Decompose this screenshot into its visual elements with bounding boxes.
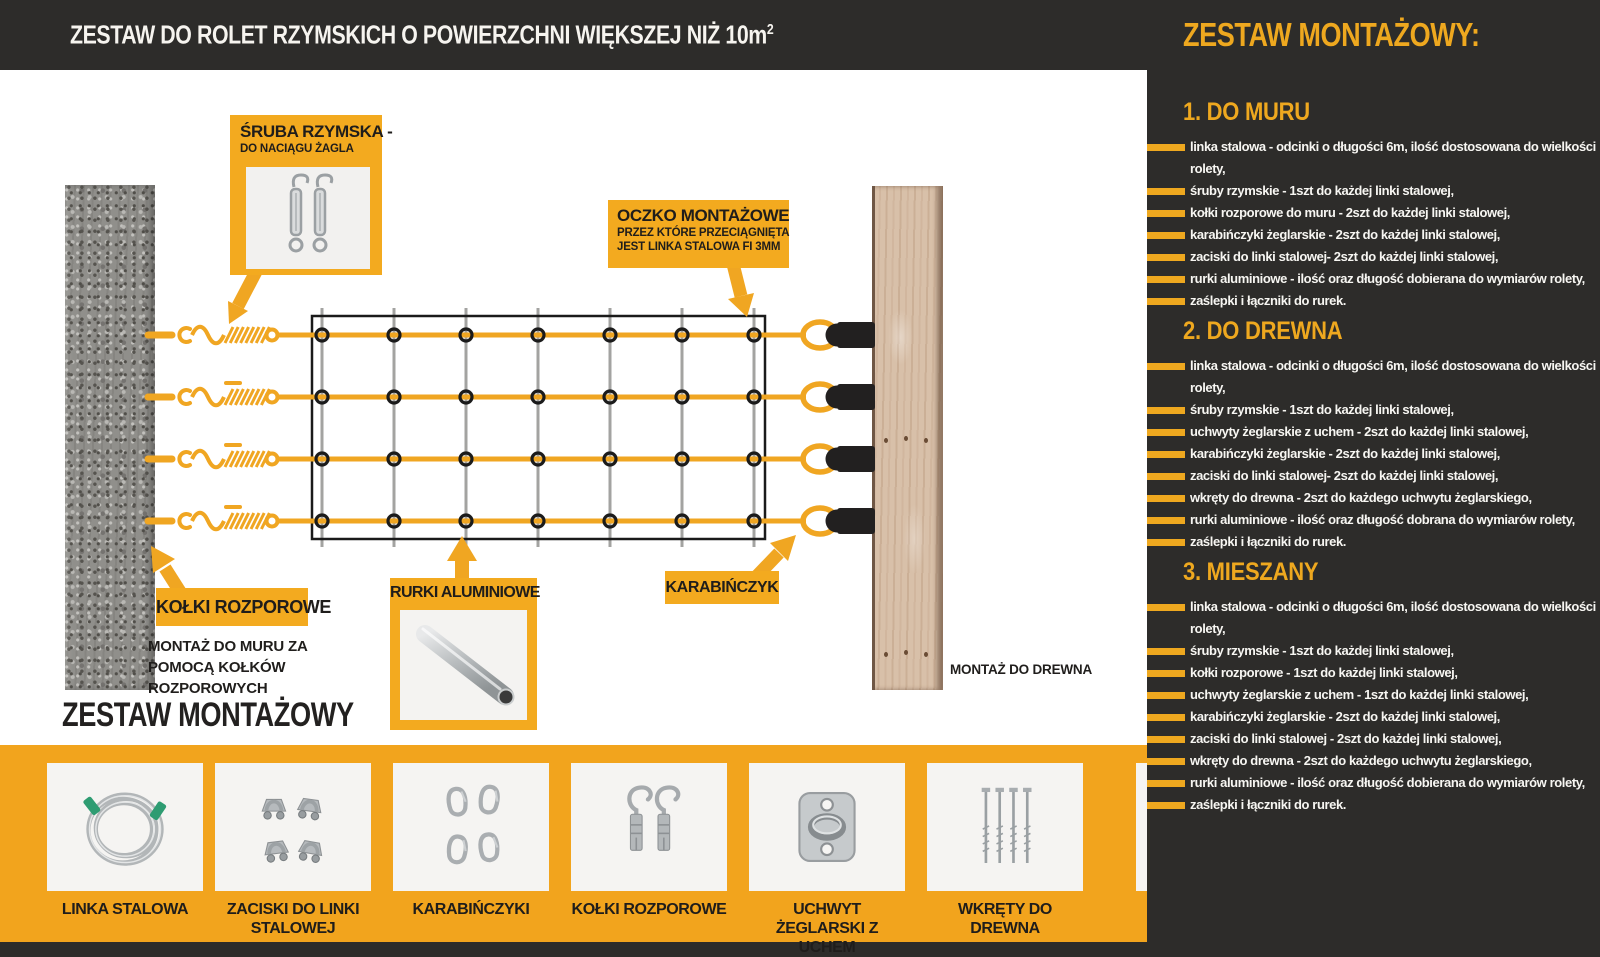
bullet-bar-icon	[1147, 407, 1185, 414]
sidebar-item-text: linka stalowa - odcinki o długości 6m, ilość dostosowana do wielkości rolety,	[1190, 139, 1596, 176]
label-rurki-aluminiowe	[390, 578, 540, 730]
product-photo	[571, 763, 727, 891]
sidebar-list-item	[1147, 246, 1600, 268]
bullet-bar-icon	[1147, 736, 1185, 743]
bullet-bar-icon	[1147, 670, 1185, 677]
bullet-bar-icon	[1147, 429, 1185, 436]
sidebar-list-item	[1147, 794, 1600, 816]
bullet-bar-icon	[1147, 276, 1185, 283]
label-oczko-line1: OCZKO MONTAŻOWE	[617, 206, 790, 225]
sidebar-list-item	[1147, 136, 1600, 180]
sidebar-item-text: śruby rzymskie - 1szt do każdej linki stalowej,	[1190, 643, 1454, 658]
bullet-bar-icon	[1147, 232, 1185, 239]
bullet-bar-icon	[1147, 144, 1185, 151]
sidebar-item-text: karabińczyki żeglarskie - 2szt do każdej linki stalowej,	[1190, 446, 1500, 461]
wood-bracket-icon	[837, 446, 875, 472]
note-montaz-do-muru: MONTAŻ DO MURU ZA POMOCĄ KOŁKÓW ROZPOROWYCH	[148, 638, 308, 697]
product-photo	[927, 763, 1083, 891]
sidebar-item-text: zaciski do linki stalowej- 2szt do każdej linki stalowej,	[1190, 468, 1499, 483]
sidebar-section-mieszany	[1147, 558, 1600, 816]
sidebar-item-text: zaślepki i łączniki do rurek.	[1190, 797, 1347, 812]
product-card-uchwyt	[749, 763, 905, 957]
bullet-bar-icon	[1147, 298, 1185, 305]
product-label: KARABIŃCZYKI	[412, 901, 530, 918]
screw	[1023, 788, 1031, 863]
bullet-bar-icon	[1147, 495, 1185, 502]
wood-screws-icon	[940, 774, 1070, 880]
sidebar-item-text: karabińczyki żeglarskie - 2szt do każdej linki stalowej,	[1190, 227, 1500, 242]
product-photo	[749, 763, 905, 891]
bullet-bar-icon	[1147, 758, 1185, 765]
section-item-list	[1147, 136, 1600, 312]
sidebar-list-item	[1147, 465, 1600, 487]
wood-bracket-icon	[837, 322, 875, 348]
bullet-bar-icon	[1147, 648, 1185, 655]
bullet-bar-icon	[1147, 539, 1185, 546]
page-title-text: ZESTAW DO ROLET RZYMSKICH O POWIERZCHNI WIĘKSZEJ NIŻ 10m	[70, 19, 767, 50]
product-label: KOŁKI ROZPOROWE	[571, 901, 727, 918]
product-label: LINKA STALOWA	[61, 901, 189, 918]
bullet-bar-icon	[1147, 363, 1185, 370]
product-photo	[47, 763, 203, 891]
note-montaz-do-drewna: MONTAŻ DO DREWNA	[950, 662, 1093, 677]
products-strip	[0, 745, 1147, 956]
sidebar-item-text: wkręty do drewna - 2szt do każdego uchwytu żeglarskiego,	[1190, 490, 1532, 505]
sidebar-item-text: kołki rozporowe - 1szt do każdej linki stalowej,	[1190, 665, 1458, 680]
sidebar-list-item	[1147, 662, 1600, 684]
turnbuckles-icon	[246, 167, 370, 267]
page-title-superscript: 2	[766, 20, 774, 38]
wood-bracket-icon	[837, 384, 875, 410]
carabiners-icon	[406, 774, 536, 880]
screw	[982, 788, 990, 863]
sidebar-list-item	[1147, 509, 1600, 531]
sidebar-list-item	[1147, 268, 1600, 290]
turnbuckle-hook-icon	[179, 390, 190, 404]
product-label: WKRĘTY DO DREWNA	[958, 901, 1052, 937]
sidebar-item-text: śruby rzymskie - 1szt do każdej linki stalowej,	[1190, 402, 1454, 417]
arrow-rurki-icon	[447, 536, 477, 578]
screw	[1009, 788, 1017, 863]
section-title-mieszany: 3. MIESZANY	[1183, 558, 1319, 586]
sidebar-list-item	[1147, 728, 1600, 750]
bullet-bar-icon	[1147, 254, 1185, 261]
hook-plug	[629, 787, 650, 850]
label-oczko-montazowe	[608, 200, 789, 268]
bullet-bar-icon	[1147, 188, 1185, 195]
sidebar-list-item	[1147, 596, 1600, 640]
section-title-do-drewna: 2. DO DREWNA	[1183, 317, 1343, 345]
clamp	[297, 798, 323, 821]
hook-plug	[657, 787, 678, 850]
sidebar-list-item	[1147, 202, 1600, 224]
sidebar-item-text: rurki aluminiowe - ilość oraz długość dobierana do wymiarów rolety,	[1190, 271, 1585, 286]
diagram-canvas	[0, 70, 1147, 745]
sidebar-heading: ZESTAW MONTAŻOWY:	[1183, 16, 1480, 53]
page-title	[70, 20, 773, 51]
turnbuckle-hook-icon	[179, 328, 190, 342]
sidebar-item-text: zaślepki i łączniki do rurek.	[1190, 534, 1347, 549]
bullet-bar-icon	[1147, 473, 1185, 480]
turnbuckle-eye-icon	[267, 330, 278, 341]
turnbuckle-wave-icon	[192, 389, 224, 406]
section-item-list	[1147, 596, 1600, 816]
label-oczko-line3: JEST LINKA STALOWA FI 3MM	[617, 241, 781, 253]
product-card-kolki	[571, 763, 727, 919]
sidebar-item-text: wkręty do drewna - 2szt do każdego uchwytu żeglarskiego,	[1190, 753, 1532, 768]
sidebar-list-item	[1147, 750, 1600, 772]
label-rurki-text: RURKI ALUMINIOWE	[390, 584, 540, 601]
sidebar-item-text: linka stalowa - odcinki o długości 6m, ilość dostosowana do wielkości rolety,	[1190, 599, 1596, 636]
bullet-bar-icon	[1147, 451, 1185, 458]
sidebar-section-do-drewna	[1147, 317, 1600, 553]
product-label: UCHWYT ŻEGLARSKI Z UCHEM	[775, 901, 879, 956]
sidebar-item-text: kołki rozporowe do muru - 2szt do każdej linki stalowej,	[1190, 205, 1510, 220]
sidebar-list-item	[1147, 684, 1600, 706]
arrow-oczko-icon	[728, 264, 754, 317]
turnbuckle-wave-icon	[192, 327, 224, 344]
bullet-bar-icon	[1147, 714, 1185, 721]
product-card-clipped	[1136, 763, 1147, 891]
turnbuckle-eye-icon	[267, 392, 278, 403]
label-sruba-line2: DO NACIĄGU ŻAGLA	[240, 143, 354, 155]
sidebar-item-text: karabińczyki żeglarskie - 2szt do każdej linki stalowej,	[1190, 709, 1500, 724]
sidebar-list-item	[1147, 290, 1600, 312]
sidebar-item-text: uchwyty żeglarskie z uchem - 2szt do każdej linki stalowej,	[1190, 424, 1529, 439]
sidebar-item-text: rurki aluminiowe - ilość oraz długość dobrana do wymiarów rolety,	[1190, 512, 1575, 527]
sidebar-item-text: uchwyty żeglarskie z uchem - 1szt do każdej linki stalowej,	[1190, 687, 1529, 702]
label-oczko-line2: PRZEZ KTÓRE PRZECIĄGNIĘTA	[617, 227, 790, 239]
turnbuckle-eye-icon	[267, 516, 278, 527]
bullet-bar-icon	[1147, 780, 1185, 787]
clamp	[264, 840, 290, 862]
section-title-do-muru: 1. DO MURU	[1183, 98, 1310, 126]
sidebar-item-text: zaciski do linki stalowej - 2szt do każdej linki stalowej,	[1190, 731, 1502, 746]
turnbuckle-wave-icon	[192, 451, 224, 468]
sidebar-list-item	[1147, 180, 1600, 202]
product-card-karabinczyki	[393, 763, 549, 919]
bullet-bar-icon	[1147, 517, 1185, 524]
sidebar-list-item	[1147, 399, 1600, 421]
screw	[995, 788, 1003, 863]
bullet-bar-icon	[1147, 692, 1185, 699]
section-item-list	[1147, 355, 1600, 553]
sidebar-item-text: zaciski do linki stalowej- 2szt do każdej linki stalowej,	[1190, 249, 1499, 264]
sidebar-item-text: linka stalowa - odcinki o długości 6m, ilość dostosowana do wielkości rolety,	[1190, 358, 1596, 395]
cable-clamps-icon	[228, 774, 358, 880]
sidebar-list-item	[1147, 421, 1600, 443]
label-sruba-rzymska	[230, 115, 393, 275]
sidebar-item-text: śruby rzymskie - 1szt do każdej linki stalowej,	[1190, 183, 1454, 198]
bullet-bar-icon	[1147, 604, 1185, 611]
sidebar-list-item	[1147, 706, 1600, 728]
wall-plug-hooks-icon	[584, 774, 714, 880]
label-karabinczyk: KARABIŃCZYK	[665, 571, 779, 604]
bullet-bar-icon	[1147, 210, 1185, 217]
product-card-zaciski	[215, 763, 371, 938]
product-photo	[215, 763, 371, 891]
sidebar-section-do-muru	[1147, 98, 1600, 312]
sidebar-list-item	[1147, 772, 1600, 794]
turnbuckle-wave-icon	[192, 513, 224, 530]
product-card-linka	[47, 763, 203, 919]
sidebar-item-text: rurki aluminiowe - ilość oraz długość dobierana do wymiarów rolety,	[1190, 775, 1585, 790]
title-bar	[0, 0, 1147, 70]
turnbuckle-hook-icon	[179, 514, 190, 528]
label-kolki-rozporowe: KOŁKI ROZPOROWE	[156, 588, 308, 626]
bullet-bar-icon	[1147, 802, 1185, 809]
product-photo	[393, 763, 549, 891]
turnbuckle-hook-icon	[179, 452, 190, 466]
turnbuckle-photo	[246, 167, 370, 269]
sidebar-list-item	[1147, 355, 1600, 399]
pad-eye-icon	[762, 774, 892, 880]
label-sruba-line1: ŚRUBA RZYMSKA -	[240, 122, 393, 141]
sidebar-list-item	[1147, 640, 1600, 662]
sidebar-list-item	[1147, 443, 1600, 465]
sidebar-list-item	[1147, 487, 1600, 509]
aluminium-tube-icon	[400, 610, 527, 720]
sidebar-list-item	[1147, 531, 1600, 553]
turnbuckle-eye-icon	[267, 454, 278, 465]
products-heading: ZESTAW MONTAŻOWY	[62, 696, 354, 734]
aluminium-tube-photo	[400, 610, 527, 720]
product-label: ZACISKI DO LINKI STALOWEJ	[226, 901, 360, 937]
clamp	[262, 799, 285, 819]
net-grid	[312, 308, 765, 547]
sidebar	[1147, 0, 1600, 942]
sidebar-item-text: zaślepki i łączniki do rurek.	[1190, 293, 1347, 308]
steel-cable-coil-icon	[60, 774, 190, 880]
clamp	[297, 840, 323, 863]
wood-bracket-icon	[837, 508, 875, 534]
sidebar-list-item	[1147, 224, 1600, 246]
product-card-wkrety	[927, 763, 1083, 938]
